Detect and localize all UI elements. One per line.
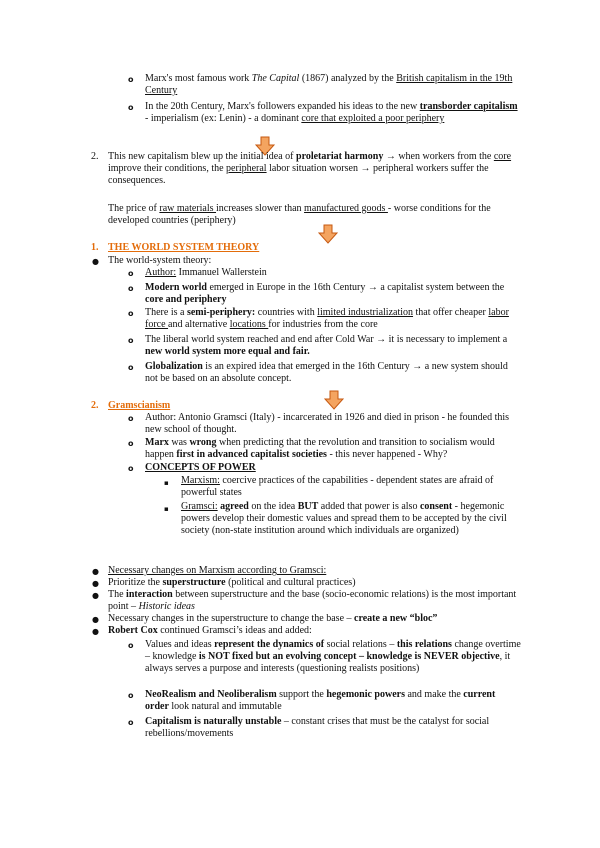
values-ideas-item: Values and ideas represent the dynamics of social relations – this relations change overtime – knowledge is NOT fixed but an evolving concept – knowledge is NEVER objective, it always serves a purpose and interests (questioning realists positions): [145, 639, 521, 674]
o-bullet: o: [128, 309, 134, 318]
o-bullet: o: [128, 464, 134, 473]
list-number: 2.: [91, 151, 99, 162]
down-arrow-icon: [324, 390, 344, 410]
gramsci-concept: Gramsci: agreed on the idea BUT added that power is also consent - hegemonic powers develop their domestic values and spread them to be accepted by the civil society (non-state institution around which individuals are organized): [181, 501, 507, 536]
gramsci-author-item: Author: Antonio Gramsci (Italy) - incarcerated in 1926 and died in prison - he founded this new school of thought.: [145, 412, 510, 435]
superstructure-item: Prioritize the superstructure (political and cultural practices): [108, 577, 356, 588]
bullet-icon: ●: [92, 615, 99, 624]
square-bullet: ▪: [164, 505, 169, 513]
capitalism-unstable-item: Capitalism is naturally unstable – constant crises that must be the catalyst for social rebellions/movements: [145, 716, 490, 739]
proletariat-harmony-paragraph: This new capitalism blew up the initial idea of proletariat harmony → when workers from the core improve their conditions, the peripheral labor situation worsen → peripheral workers suffer the consequences.: [108, 151, 512, 186]
bullet-icon: ●: [92, 591, 99, 600]
o-bullet: o: [128, 718, 134, 727]
list-item: The world-system theory:: [108, 255, 212, 266]
robert-cox-item: Robert Cox continued Gramsci’s ideas and added:: [108, 625, 312, 636]
marx-capital-item: Marx's most famous work The Capital (1867) analyzed by the British capitalism in the 19th Century: [145, 73, 513, 96]
transborder-item: In the 20th Century, Marx's followers expanded his ideas to the new transborder capitalism - imperialism (ex: Lenin) - a dominant core that exploited a poor periphery: [145, 101, 518, 124]
raw-materials-paragraph: The price of raw materials increases slower than manufactured goods - worse conditions for the developed countries (periphery): [108, 203, 491, 226]
author-item: Author: Immanuel Wallerstein: [145, 267, 267, 278]
o-bullet: o: [128, 414, 134, 423]
liberal-world-item: The liberal world system reached and end after Cold War → it is necessary to implement a new world system more equal and fair.: [145, 334, 508, 357]
down-arrow-icon: [318, 224, 338, 244]
semi-periphery-item: There is a semi-periphery: countries with limited industrialization that offer cheaper labor force and alternative locations for industries from the core: [145, 307, 509, 330]
o-bullet: o: [128, 269, 134, 278]
bullet-icon: ●: [92, 567, 99, 576]
bullet-icon: ●: [92, 579, 99, 588]
o-bullet: o: [128, 75, 134, 84]
section-heading-gramscianism: Gramscianism: [108, 400, 171, 411]
o-bullet: o: [128, 363, 134, 372]
concepts-of-power: CONCEPTS OF POWER: [145, 462, 256, 473]
heading-number: 2.: [91, 400, 99, 411]
marxism-concept: Marxism: coercive practices of the capabilities - dependent states are afraid of powerful states: [181, 475, 494, 498]
globalization-item: Globalization is an expired idea that emerged in the 16th Century → a new system should not be based on an absolute concept.: [145, 361, 508, 384]
necessary-changes-item: Necessary changes on Marxism according to Gramsci:: [108, 565, 327, 576]
square-bullet: ▪: [164, 479, 169, 487]
bullet-icon: ●: [92, 257, 99, 266]
o-bullet: o: [128, 336, 134, 345]
section-heading-world-system-theory: THE WORLD SYSTEM THEORY: [108, 242, 260, 253]
interaction-item: The interaction between superstructure and the base (socio-economic relations) is the most important point – Historic ideas: [108, 589, 517, 612]
heading-number: 1.: [91, 242, 99, 253]
o-bullet: o: [128, 284, 134, 293]
new-bloc-item: Necessary changes in the superstructure to change the base – create a new “bloc”: [108, 613, 438, 624]
modern-world-item: Modern world emerged in Europe in the 16th Century → a capitalist system between the core and periphery: [145, 282, 505, 305]
o-bullet: o: [128, 439, 134, 448]
marx-wrong-item: Marx was wrong when predicting that the revolution and transition to socialism would happen first in advanced capitalist societies - this never happened - Why?: [145, 437, 495, 460]
o-bullet: o: [128, 641, 134, 650]
o-bullet: o: [128, 691, 134, 700]
neorealism-item: NeoRealism and Neoliberalism support the hegemonic powers and make the current order look natural and immutable: [145, 689, 496, 712]
o-bullet: o: [128, 103, 134, 112]
bullet-icon: ●: [92, 627, 99, 636]
